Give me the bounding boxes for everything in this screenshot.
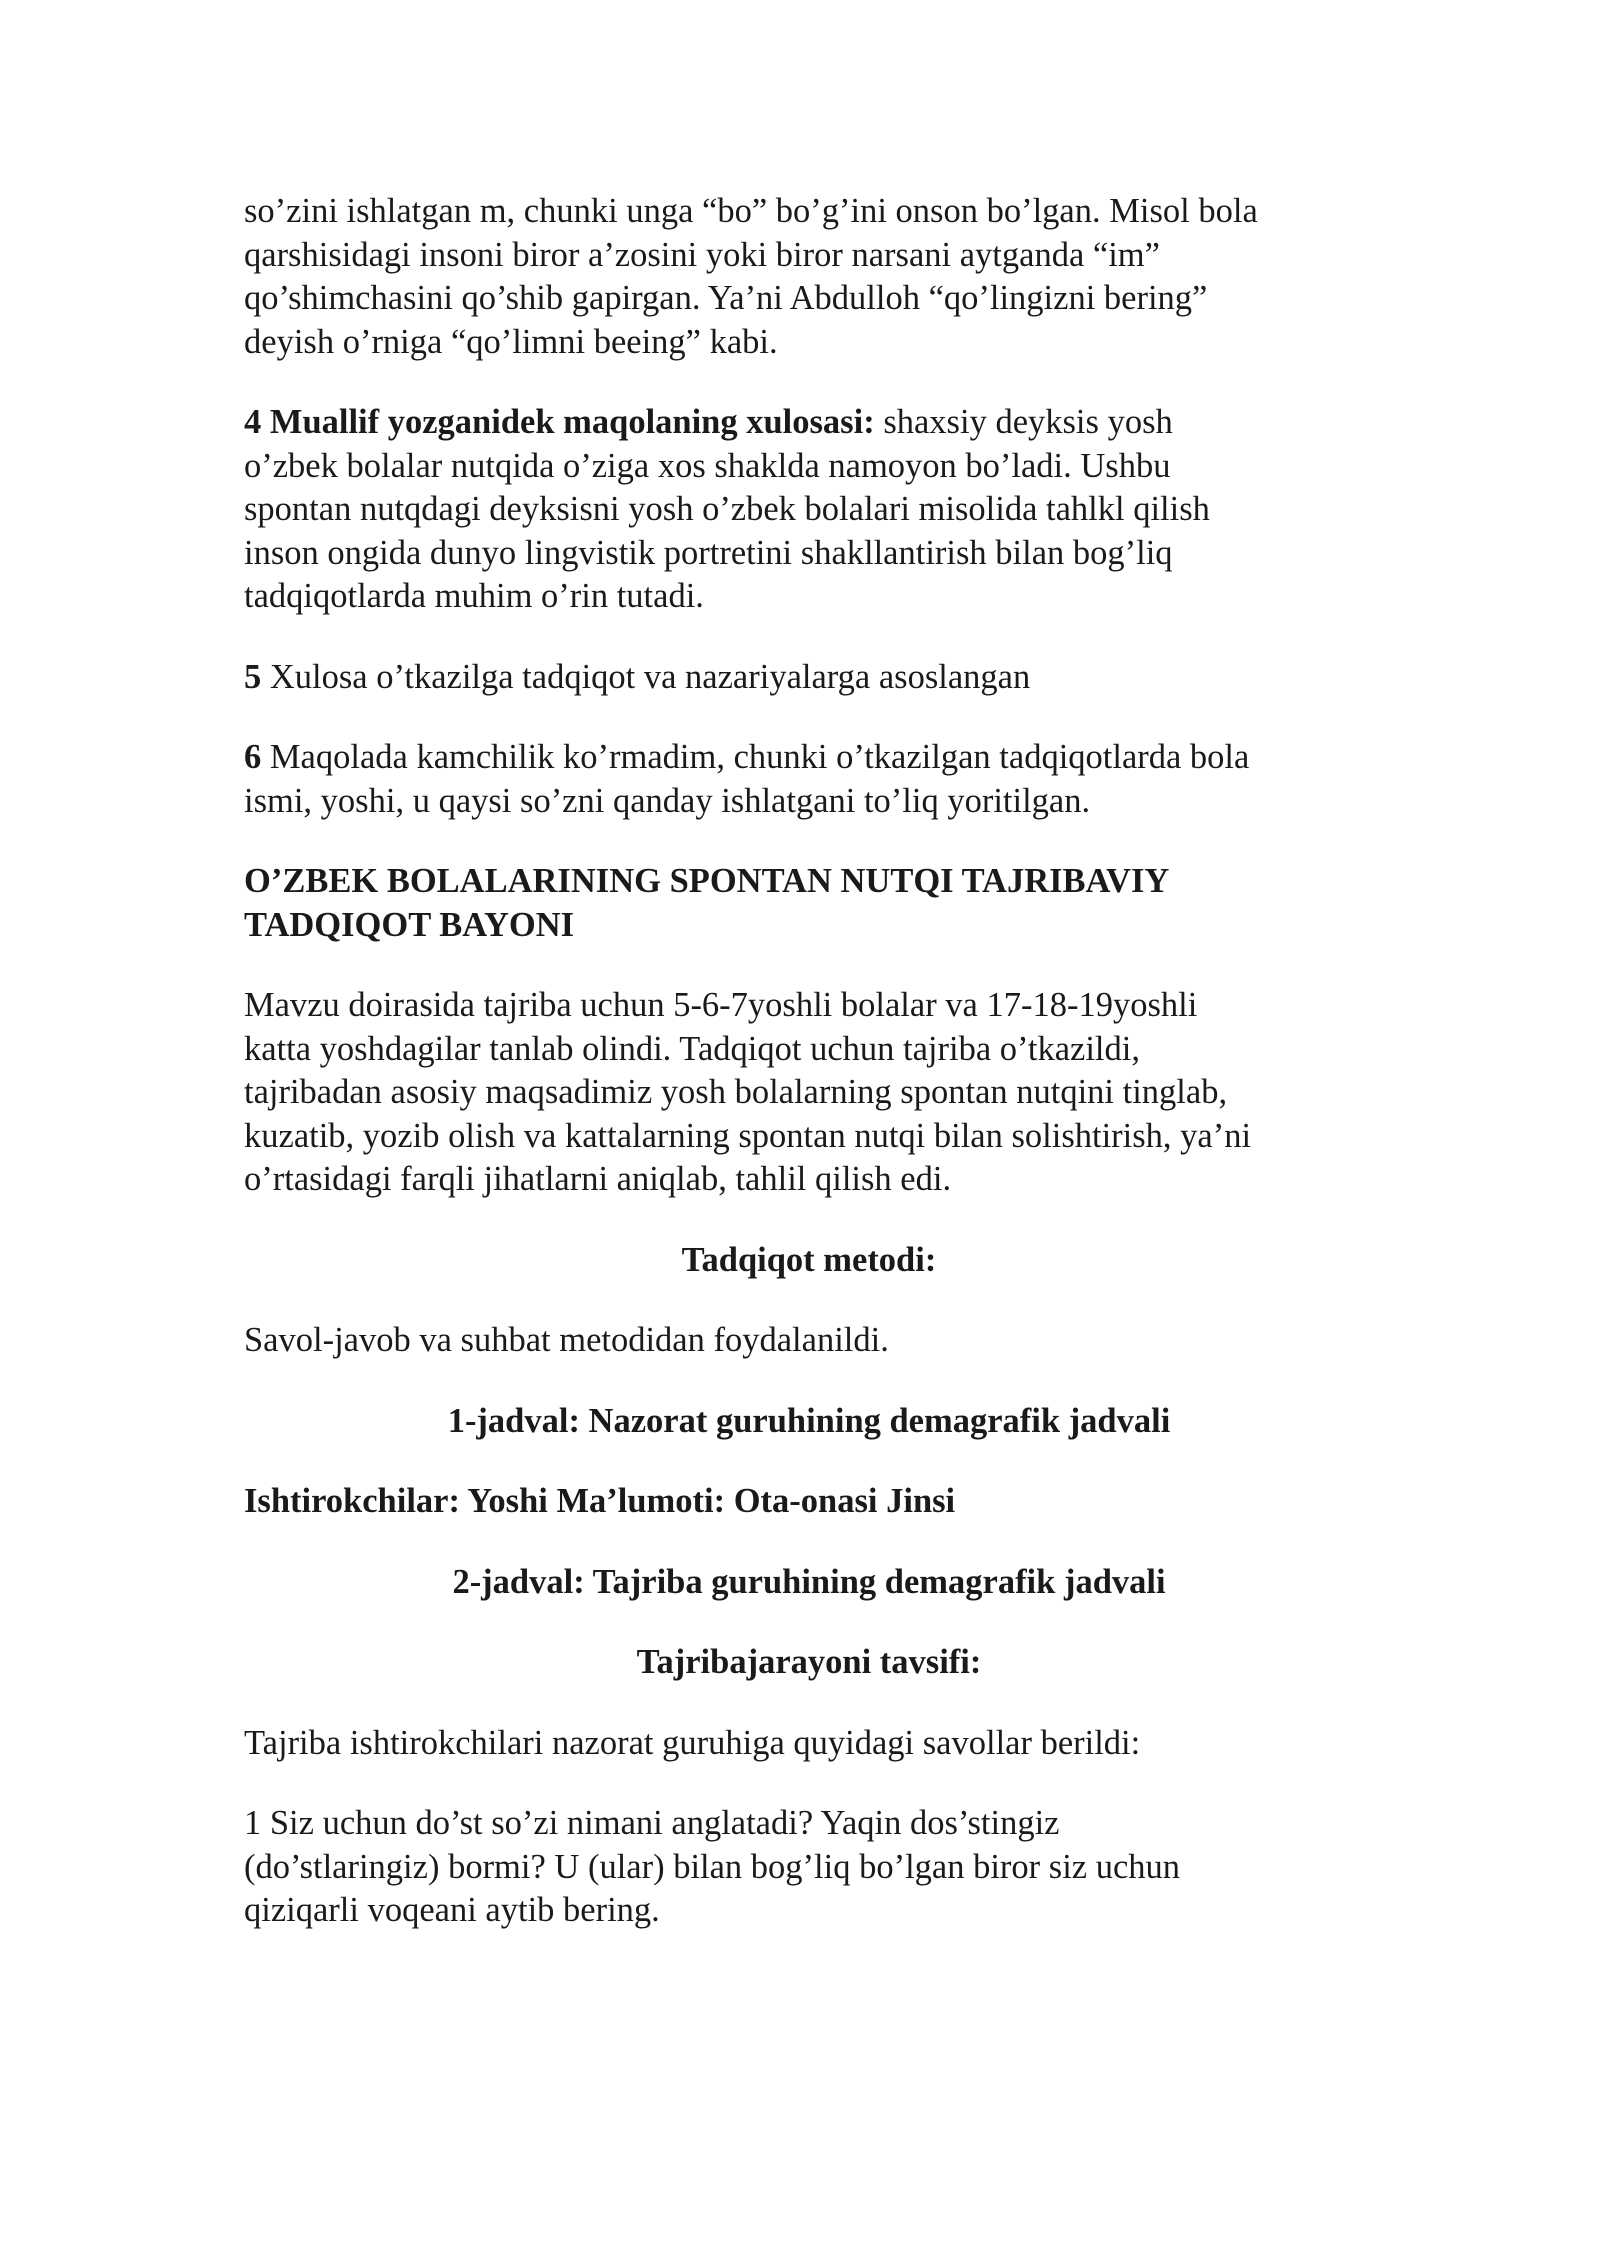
text-fragment: Maqolada kamchilik ko’rmadim, chunki o’tkazilgan tadqiqotlarda bola <box>261 738 1250 776</box>
section-heading <box>244 860 1374 947</box>
text-line <box>244 656 1374 700</box>
paragraph-study-description <box>244 984 1374 1202</box>
text-line: deyish o’rniga “qo’limni beeing” kabi. <box>244 322 778 361</box>
text-line: so’zini ishlatgan m, chunki unga “bo” bo’g’ini onson bo’lgan. Misol bola <box>244 192 1258 230</box>
point-number: 5 <box>244 657 262 696</box>
text-line: qarshisidagi insoni biror a’zosini yoki biror narsani aytganda “im” <box>244 235 1160 274</box>
text-line <box>244 736 1374 780</box>
question-1 <box>244 1802 1374 1933</box>
paragraph-point-5 <box>244 656 1374 700</box>
process-heading: Tajribajarayoni tavsifi: <box>636 1643 982 1681</box>
text-line: kuzatib, yozib olish va kattalarning spontan nutqi bilan solishtirish, ya’ni <box>244 1116 1252 1155</box>
questions-intro: Tajriba ishtirokchilari nazorat guruhiga quyidagi savollar berildi: <box>244 1723 1141 1762</box>
table2-title: 2-jadval: Tajriba guruhining demagrafik jadvali <box>452 1562 1166 1601</box>
text-line: o’zbek bolalar nutqida o’ziga xos shaklda namoyon bo’ladi. Ushbu <box>244 446 1171 485</box>
text-line: tadqiqotlarda muhim o’rin tutadi. <box>244 577 704 615</box>
text-line: qiziqarli voqeani aytib bering. <box>244 1891 660 1929</box>
method-heading: Tadqiqot metodi: <box>681 1240 937 1279</box>
text-fragment: Xulosa o’tkazilga tadqiqot va nazariyalarga asoslangan <box>261 657 1031 696</box>
paragraph-point-6 <box>244 736 1374 823</box>
text-line <box>244 401 1374 445</box>
table1-title: 1-jadval: Nazorat guruhining demagrafik jadvali <box>447 1401 1171 1440</box>
method-text: Savol-javob va suhbat metodidan foydalanildi. <box>244 1321 889 1359</box>
heading-line: TADQIQOT BAYONI <box>244 905 575 944</box>
text-fragment: shaxsiy deyksis yosh <box>874 403 1173 441</box>
heading-line: O’ZBEK BOLALARINING SPONTAN NUTQI TAJRIBAVIY <box>244 862 1170 900</box>
paragraph-label: 4 Muallif yozganidek maqolaning xulosasi: <box>244 403 875 441</box>
text-line: ismi, yoshi, u qaysi so’zni qanday ishlatgani to’liq yoritilgan. <box>244 781 1091 820</box>
text-line: (do’stlaringiz) bormi? U (ular) bilan bog’liq bo’lgan biror siz uchun <box>244 1847 1181 1886</box>
text-line: qo’shimchasini qo’shib gapirgan. Ya’ni Abdulloh “qo’lingizni bering” <box>244 279 1208 317</box>
text-line: spontan nutqdagi deyksisni yosh o’zbek bolalari misolida tahlkl qilish <box>244 490 1210 528</box>
paragraph-author-conclusion <box>244 401 1374 619</box>
text-line: inson ongida dunyo lingvistik portretini shakllantirish bilan bog’liq <box>244 533 1173 572</box>
text-line: Mavzu doirasida tajriba uchun 5-6-7yoshli bolalar va 17-18-19yoshli <box>244 986 1198 1024</box>
point-number: 6 <box>244 738 262 776</box>
document-page <box>244 190 1374 1970</box>
text-line: katta yoshdagilar tanlab olindi. Tadqiqot uchun tajriba o’tkazildi, <box>244 1029 1140 1068</box>
text-line: tajribadan asosiy maqsadimiz yosh bolalarning spontan nutqini tinglab, <box>244 1073 1228 1111</box>
text-line: o’rtasidagi farqli jihatlarni aniqlab, tahlil qilish edi. <box>244 1160 952 1198</box>
table1-columns: Ishtirokchilar: Yoshi Ma’lumoti: Ota-onasi Jinsi <box>244 1482 956 1520</box>
text-line: 1 Siz uchun do’st so’zi nimani anglatadi? Yaqin dos’stingiz <box>244 1804 1060 1842</box>
paragraph-intro-continuation <box>244 190 1374 364</box>
